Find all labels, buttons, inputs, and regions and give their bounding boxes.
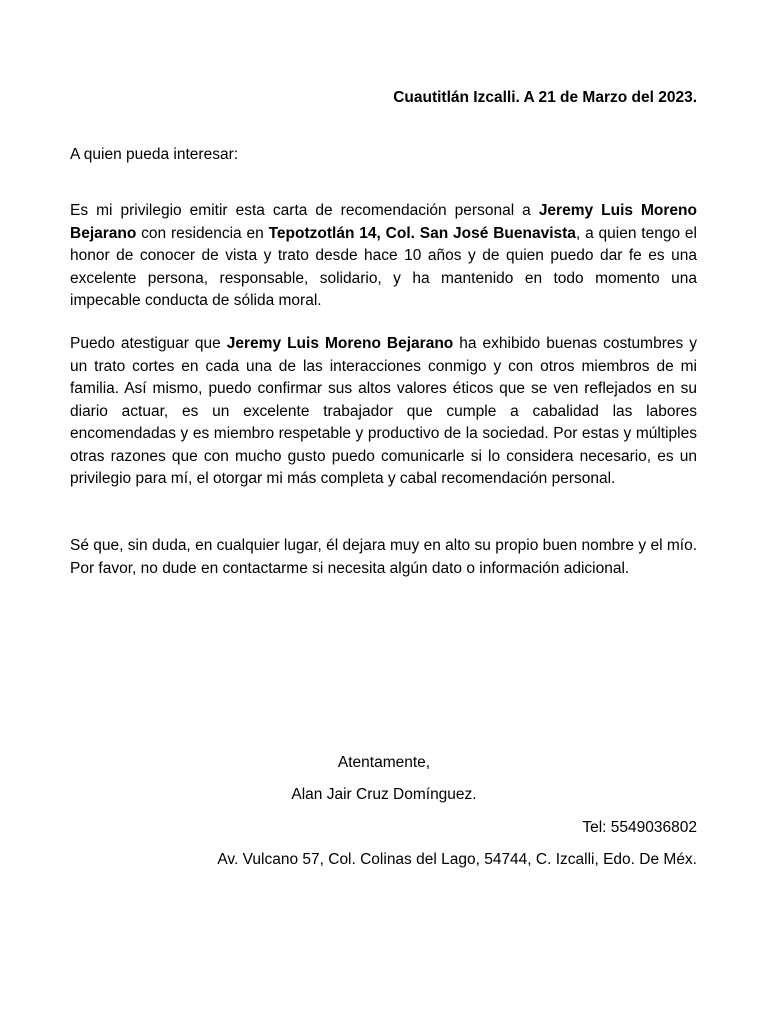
recommended-person-name: Jeremy Luis Moreno Bejarano xyxy=(70,202,697,242)
paragraph-2 xyxy=(70,333,697,491)
paragraph-1-text-c: , a quien tengo el honor de conocer de vista y trato desde hace 10 años y de quien puedo dar fe es una excelente persona, responsable, solidario, y ha mantenido en todo momento una impecable conducta de sólida moral. xyxy=(70,224,698,309)
recommended-person-address: Tepotzotlán 14, Col. San José Buenavista xyxy=(268,224,576,242)
sender-address: Av. Vulcano 57, Col. Colinas del Lago, 54744, C. Izcalli, Edo. De Méx. xyxy=(217,851,697,868)
paragraph-2-text-a: Puedo atestiguar que xyxy=(70,335,227,352)
paragraph-3: Sé que, sin duda, en cualquier lugar, él dejara muy en alto su propio buen nombre y el mío. Por favor, no dude en contactarme si necesita algún dato o información adicional. xyxy=(70,537,697,577)
closing: Atentamente, xyxy=(337,754,431,771)
paragraph-1-text-b: con residencia en xyxy=(136,224,269,242)
paragraph-1 xyxy=(70,200,697,313)
sender-name: Alan Jair Cruz Domínguez. xyxy=(291,786,477,803)
salutation: A quien pueda interesar: xyxy=(70,146,239,163)
sender-phone: Tel: 5549036802 xyxy=(582,819,697,836)
paragraph-2-text-b: ha exhibido buenas costumbres y un trato cortes en cada una de las interacciones conmigo y con otros miembros de mi familia. Así mismo, puedo confirmar sus altos valores éticos que se ven reflejados en su diario actuar, es un excelente trabajador que cumple a cabalidad las labores encomendadas y es miembro respetable y productivo de la sociedad. Por estas y múltiples otras razones que con mucho gusto puedo comunicarle si lo considera necesario, es un privilegio para mí, el otorgar mi más completa y cabal recomendación personal. xyxy=(70,335,697,487)
recommended-person-name-2: Jeremy Luis Moreno Bejarano xyxy=(226,335,454,352)
date-line: Cuautitlán Izcalli. A 21 de Marzo del 2023. xyxy=(393,89,697,106)
paragraph-1-text-a: Es mi privilegio emitir esta carta de recomendación personal a xyxy=(70,202,539,219)
